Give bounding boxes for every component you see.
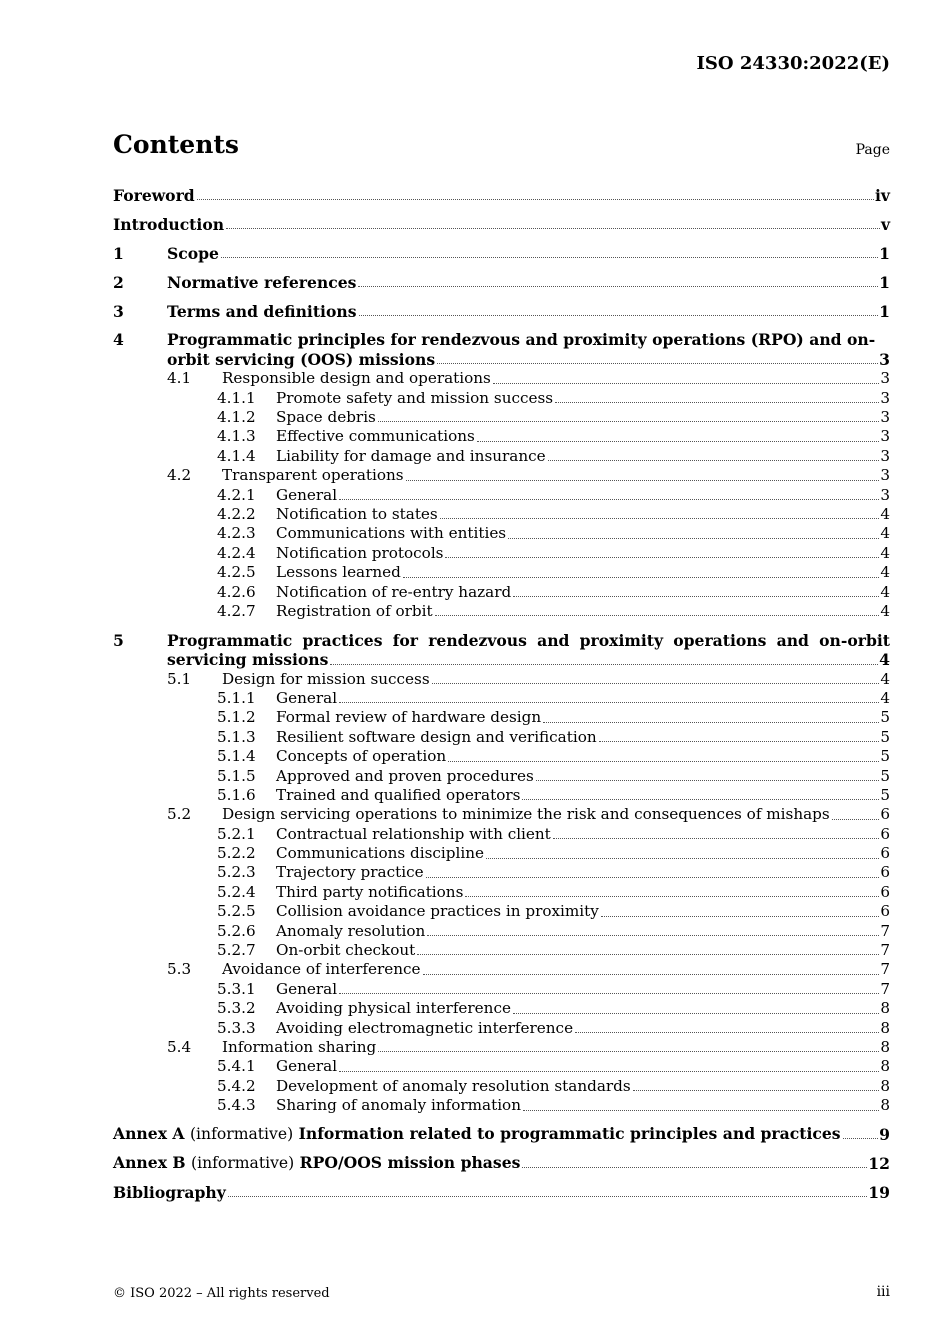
toc-entry-4-2-6[interactable]: [113, 583, 890, 602]
toc-number: 5: [113, 630, 124, 650]
toc-page: 4: [880, 543, 890, 562]
toc-entry-5-2-4[interactable]: [113, 883, 890, 902]
toc-title-word: rendezvous: [428, 630, 527, 650]
toc-title: Approved and proven procedures: [276, 766, 534, 785]
toc-title-line1: [167, 631, 890, 650]
toc-number: 4.2.4: [217, 543, 256, 562]
toc-title: Information sharing: [222, 1038, 377, 1056]
toc-number: 5.1.1: [217, 688, 256, 707]
toc-page: 7: [880, 960, 890, 979]
toc-entry-5-2-2[interactable]: [113, 844, 890, 863]
toc-page: 4: [880, 563, 890, 582]
toc-number: 5.2.1: [217, 824, 256, 843]
dot-leader: [575, 1032, 879, 1033]
toc-title: Design servicing operations to minimize the risk and consequences of mishaps: [222, 805, 830, 824]
toc-page: 3: [880, 388, 890, 407]
toc-title: Contractual relationship with client: [276, 824, 551, 843]
dot-leader: [493, 383, 879, 384]
toc-title: Formal review of hardware design: [276, 708, 542, 727]
toc-page: 8: [880, 1057, 890, 1076]
toc-page: 8: [880, 1076, 890, 1095]
dot-leader: [440, 518, 880, 519]
toc-page: 3: [880, 408, 890, 426]
toc-entry-5-3-3[interactable]: [113, 1019, 890, 1038]
dot-leader: [553, 838, 880, 839]
toc-title: [113, 1153, 520, 1173]
toc-number: 4.1.2: [217, 408, 256, 426]
toc-entry-5-1[interactable]: [113, 670, 890, 689]
toc-number: 4.2.1: [217, 485, 256, 504]
toc-number: 4.1.4: [217, 446, 256, 465]
toc-entry-annex-a[interactable]: [113, 1125, 890, 1144]
toc-number: 5.2.5: [217, 902, 256, 921]
toc-title-word: Programmatic: [167, 330, 293, 350]
toc-number: 4.2.2: [217, 504, 256, 523]
dot-leader: [523, 1110, 879, 1111]
toc-page: 3: [880, 369, 890, 388]
toc-page: 4: [880, 582, 890, 601]
toc-title: Responsible design and operations: [222, 369, 491, 388]
dot-leader: [378, 421, 879, 422]
toc-number: 3: [113, 301, 124, 321]
toc-entry-bibliography[interactable]: [113, 1183, 890, 1202]
dot-leader: [477, 441, 879, 442]
dot-leader: [508, 538, 879, 539]
toc-entry-4-1-4[interactable]: [113, 447, 890, 466]
toc-entry-4-1-3[interactable]: [113, 427, 890, 446]
toc-title: Effective communications: [276, 427, 475, 446]
toc-entry-4-2-7[interactable]: [113, 602, 890, 621]
toc-number: 4.1: [167, 369, 192, 388]
toc-title: Promote safety and mission success: [276, 388, 554, 407]
toc-title-word: Programmatic: [167, 630, 293, 650]
dot-leader: [465, 896, 879, 897]
toc-entry-5-2-5[interactable]: [113, 902, 890, 921]
toc-page: 5: [880, 727, 890, 746]
toc-title: Space debris: [276, 408, 376, 426]
toc-title-word: principles: [297, 330, 386, 350]
toc-title-word: and: [525, 330, 558, 350]
toc-page: 6: [880, 844, 890, 863]
toc-entry-5-3-1[interactable]: [113, 980, 890, 999]
toc-title-word: practices: [302, 630, 383, 650]
toc-number: 5.2.3: [217, 863, 256, 882]
toc-title: [113, 1124, 841, 1144]
toc-number: 5.3: [167, 960, 192, 979]
dot-leader: [536, 780, 880, 781]
toc-page: 1: [879, 301, 890, 321]
toc-title: Notification of re-entry hazard: [276, 582, 512, 601]
toc-title-word: for: [392, 630, 419, 650]
toc-entry-annex-b[interactable]: [113, 1154, 890, 1173]
toc-title-line2: servicing missions: [167, 650, 329, 670]
dot-leader: [226, 228, 880, 229]
toc-page: 4: [880, 524, 890, 543]
toc-entry-3[interactable]: [113, 302, 890, 321]
toc-title-word: proximity: [563, 330, 647, 350]
toc-title: Concepts of operation: [276, 747, 447, 766]
toc-title: Notification to states: [276, 504, 438, 523]
toc-page: 7: [880, 979, 890, 998]
dot-leader: [522, 1167, 867, 1168]
toc-title: Notification protocols: [276, 543, 444, 562]
toc-page: 8: [880, 1096, 890, 1115]
toc-entry-5-4-2[interactable]: [113, 1077, 890, 1096]
dot-leader: [448, 761, 879, 762]
dot-leader: [426, 877, 880, 878]
toc-entry-2[interactable]: [113, 273, 890, 292]
toc-title-word: and: [809, 330, 842, 350]
toc-number: 5.3.1: [217, 979, 256, 998]
toc-title: Communications with entities: [276, 524, 507, 543]
toc-title: Bibliography: [113, 1182, 226, 1202]
toc-entry-5-1-2[interactable]: [113, 708, 890, 727]
toc-number: 2: [113, 272, 124, 292]
toc-title-line2: orbit servicing (OOS) missions: [167, 349, 436, 369]
toc-entry-5-4-1[interactable]: [113, 1057, 890, 1076]
dot-leader: [832, 819, 880, 820]
toc-number: 5.1: [167, 669, 192, 688]
dot-leader: [432, 683, 880, 684]
toc-entry-5-1-6[interactable]: [113, 786, 890, 805]
toc-entry-5-1-5[interactable]: [113, 767, 890, 786]
toc-number: 5.1.6: [217, 785, 256, 804]
toc-title-word: and: [776, 630, 809, 650]
document-id: ISO 24330:2022(E): [696, 53, 890, 74]
copyright-notice: © ISO 2022 – All rights reserved: [113, 1286, 330, 1301]
toc-title: Foreword: [113, 185, 195, 205]
toc-page: 8: [880, 999, 890, 1018]
toc-title-line1: [167, 330, 890, 349]
toc-entry-5-2-7[interactable]: [113, 941, 890, 960]
toc-page: 5: [880, 747, 890, 766]
toc-page: 3: [879, 349, 890, 369]
toc-title: Collision avoidance practices in proximity: [276, 902, 599, 921]
toc-title: Registration of orbit: [276, 601, 433, 620]
toc-page: 4: [880, 504, 890, 523]
toc-entry-4-1-1[interactable]: [113, 389, 890, 408]
toc-page: 7: [880, 921, 890, 940]
dot-leader: [601, 916, 879, 917]
dot-leader: [445, 557, 879, 558]
toc-page: 19: [868, 1182, 890, 1202]
toc-title-word: rendezvous: [421, 330, 520, 350]
dot-leader: [543, 722, 879, 723]
toc-title: General: [276, 688, 338, 707]
toc-number: 4.2.7: [217, 601, 256, 620]
dot-leader: [359, 315, 879, 316]
toc-page: 6: [880, 863, 890, 882]
toc-number: 5.3.2: [217, 999, 256, 1018]
toc-entry-5-4-3[interactable]: [113, 1096, 890, 1115]
toc-title: On-orbit checkout: [276, 941, 416, 960]
toc-entry-5-1-3[interactable]: [113, 728, 890, 747]
toc-entry-4-2-5[interactable]: [113, 563, 890, 582]
dot-leader: [423, 974, 880, 975]
toc-page: 12: [868, 1153, 890, 1173]
annex-qualifier: (informative): [191, 1153, 295, 1172]
toc-number: 5.4.1: [217, 1057, 256, 1076]
toc-title: Avoidance of interference: [222, 960, 421, 979]
toc-title: Terms and definitions: [167, 301, 357, 321]
toc-page: iv: [875, 185, 890, 205]
toc-entry-5-3-2[interactable]: [113, 999, 890, 1018]
toc-title: Introduction: [113, 214, 225, 234]
toc-page: 7: [880, 941, 890, 960]
dot-leader: [221, 257, 878, 258]
dot-leader: [228, 1196, 868, 1197]
toc-page: 3: [880, 446, 890, 465]
toc-entry-4-1[interactable]: [113, 369, 890, 388]
toc-number: 5.3.3: [217, 1018, 256, 1037]
toc-page: 5: [880, 708, 890, 727]
toc-entry-4-1-2[interactable]: [113, 408, 890, 427]
toc-entry-5-1-4[interactable]: [113, 747, 890, 766]
toc-number: 5.1.5: [217, 766, 256, 785]
toc-title-word: operations: [652, 330, 746, 350]
toc-number: 4.2.5: [217, 563, 256, 582]
toc-page: 6: [880, 902, 890, 921]
dot-leader: [599, 741, 880, 742]
dot-leader: [339, 1071, 879, 1072]
toc-number: 5.2.2: [217, 844, 256, 863]
toc-page: 9: [879, 1125, 890, 1145]
dot-leader: [843, 1138, 879, 1139]
toc-title: Design for mission success: [222, 669, 430, 688]
toc-title-word: for: [390, 330, 416, 350]
toc-number: 5.2: [167, 805, 192, 824]
dot-leader: [486, 858, 879, 859]
toc-number: 5.1.3: [217, 727, 256, 746]
toc-number: 5.2.7: [217, 941, 256, 960]
dot-leader: [427, 935, 879, 936]
toc-entry-4-2-3[interactable]: [113, 524, 890, 543]
toc-entry-4-2[interactable]: [113, 466, 890, 485]
toc-title: Sharing of anomaly information: [276, 1096, 521, 1115]
toc-page: 1: [879, 272, 890, 292]
toc-page: 4: [880, 688, 890, 707]
toc-entry-5-4[interactable]: [113, 1038, 890, 1057]
table-of-contents: [113, 186, 890, 1202]
toc-title: Third party notifications: [276, 882, 464, 901]
annex-title: RPO/OOS mission phases: [299, 1152, 521, 1172]
toc-entry-5-continued[interactable]: [113, 650, 890, 669]
toc-entry-5-1-1[interactable]: [113, 689, 890, 708]
dot-leader: [378, 1051, 879, 1052]
toc-entry-4-2-1[interactable]: [113, 486, 890, 505]
dot-leader: [406, 480, 880, 481]
dot-leader: [330, 664, 878, 665]
toc-number: 5.4: [167, 1038, 192, 1056]
toc-number: 4.2.3: [217, 524, 256, 543]
toc-title: Normative references: [167, 272, 357, 292]
toc-page: 6: [880, 824, 890, 843]
toc-number: 5.1.4: [217, 747, 256, 766]
toc-title: Scope: [167, 243, 219, 263]
dot-leader: [513, 596, 879, 597]
toc-title-word: and: [537, 630, 570, 650]
toc-entry-5-2-6[interactable]: [113, 922, 890, 941]
toc-page: 6: [880, 882, 890, 901]
toc-title: Development of anomaly resolution standards: [276, 1076, 631, 1095]
toc-entry-5-2[interactable]: [113, 805, 890, 824]
dot-leader: [358, 286, 878, 287]
toc-title: Lessons learned: [276, 563, 401, 582]
annex-label: Annex B: [113, 1152, 186, 1172]
toc-title: Liability for damage and insurance: [276, 446, 546, 465]
toc-number: 5.2.6: [217, 921, 256, 940]
dot-leader: [435, 615, 880, 616]
toc-page: 4: [880, 669, 890, 688]
toc-title-word: proximity: [579, 630, 664, 650]
page-column-label: Page: [855, 142, 890, 158]
toc-page: 5: [880, 785, 890, 804]
dot-leader: [437, 363, 878, 364]
toc-number: 5.1.2: [217, 708, 256, 727]
toc-entry-introduction[interactable]: [113, 215, 890, 234]
toc-page: 6: [880, 805, 890, 824]
toc-title: Trained and qualified operators: [276, 785, 521, 804]
toc-page: 3: [880, 466, 890, 485]
dot-leader: [633, 1090, 880, 1091]
toc-entry-4-2-4[interactable]: [113, 544, 890, 563]
toc-title-word: on-orbit: [819, 630, 890, 650]
dot-leader: [197, 199, 874, 200]
toc-entry-5-2-3[interactable]: [113, 864, 890, 883]
toc-entry-1[interactable]: [113, 244, 890, 263]
dot-leader: [417, 954, 879, 955]
toc-entry-4-continued[interactable]: [113, 350, 890, 369]
toc-title: Avoiding electromagnetic interference: [276, 1018, 574, 1037]
dot-leader: [339, 499, 879, 500]
toc-number: 4.1.3: [217, 427, 256, 446]
toc-entry-4-2-2[interactable]: [113, 505, 890, 524]
toc-entry-5[interactable]: [113, 631, 890, 650]
page-number: iii: [876, 1284, 890, 1300]
toc-page: 3: [880, 485, 890, 504]
toc-entry-5-2-1[interactable]: [113, 825, 890, 844]
toc-title: General: [276, 979, 338, 998]
dot-leader: [403, 577, 879, 578]
toc-page: 4: [880, 601, 890, 620]
toc-title: Resilient software design and verification: [276, 727, 597, 746]
toc-title: Communications discipline: [276, 844, 484, 863]
dot-leader: [522, 799, 879, 800]
toc-title: General: [276, 1057, 338, 1076]
toc-title-word: on-: [847, 330, 876, 350]
toc-title: Avoiding physical interference: [276, 999, 511, 1018]
dot-leader: [339, 702, 879, 703]
annex-qualifier: (informative): [189, 1125, 294, 1144]
toc-page: 4: [879, 650, 890, 670]
toc-title-word: (RPO): [750, 330, 804, 350]
toc-page: v: [880, 214, 890, 234]
toc-page: 3: [880, 427, 890, 446]
dot-leader: [548, 460, 880, 461]
toc-number: 1: [113, 243, 124, 263]
dot-leader: [555, 402, 879, 403]
toc-number: 4: [113, 330, 124, 350]
toc-entry-foreword[interactable]: [113, 186, 890, 205]
dot-leader: [513, 1013, 879, 1014]
toc-page: 8: [880, 1038, 890, 1056]
dot-leader: [339, 993, 879, 994]
annex-title: Information related to programmatic principles and practices: [298, 1124, 841, 1144]
toc-title: Anomaly resolution: [276, 921, 426, 940]
toc-title-word: operations: [673, 630, 767, 650]
toc-number: 5.4.2: [217, 1076, 256, 1095]
contents-title: Contents: [113, 130, 240, 159]
toc-title: General: [276, 485, 338, 504]
toc-number: 5.4.3: [217, 1096, 256, 1115]
toc-number: 4.1.1: [217, 388, 256, 407]
toc-page: 5: [880, 766, 890, 785]
toc-number: 5.2.4: [217, 882, 256, 901]
toc-page: 1: [879, 243, 890, 263]
toc-number: 4.2: [167, 466, 192, 485]
toc-title: Transparent operations: [222, 466, 404, 485]
toc-number: 4.2.6: [217, 582, 256, 601]
annex-label: Annex A: [113, 1124, 185, 1144]
toc-page: 8: [880, 1018, 890, 1037]
toc-entry-5-3[interactable]: [113, 960, 890, 979]
toc-entry-4[interactable]: [113, 330, 890, 349]
toc-title: Trajectory practice: [276, 863, 424, 882]
